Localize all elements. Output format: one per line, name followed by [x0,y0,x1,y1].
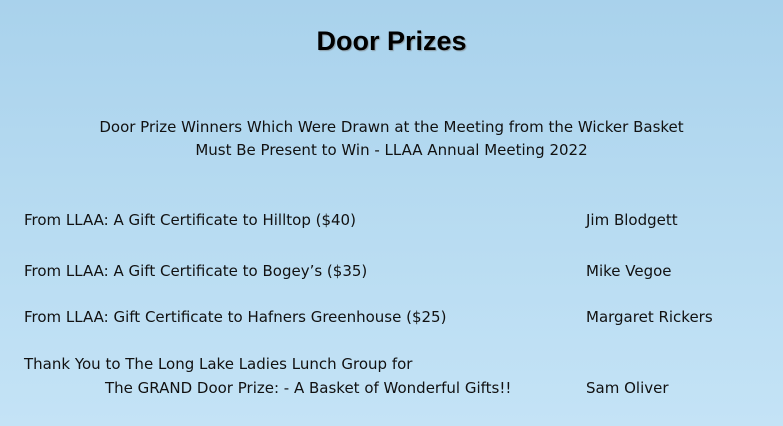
prize-winner: Jim Blodgett [586,211,678,229]
grand-prize-description: The GRAND Door Prize: - A Basket of Wonderful Gifts!! [105,379,512,397]
subtitle-line-2: Must Be Present to Win - LLAA Annual Meeting 2022 [195,141,588,159]
prize-row [0,308,783,330]
prize-row [0,211,783,233]
grand-prize-winner: Sam Oliver [586,379,669,397]
prize-winner: Mike Vegoe [586,262,672,280]
prize-description: From LLAA: A Gift Certificate to Hilltop ($40) [24,211,356,229]
page-title: Door Prizes [316,26,467,56]
prize-winner: Margaret Rickers [586,308,713,326]
grand-prize-thanks: Thank You to The Long Lake Ladies Lunch Group for [24,355,413,373]
prize-description: From LLAA: Gift Certificate to Hafners Greenhouse ($25) [24,308,447,326]
subtitle-line-1: Door Prize Winners Which Were Drawn at the Meeting from the Wicker Basket [99,118,684,136]
prize-description: From LLAA: A Gift Certificate to Bogey’s ($35) [24,262,368,280]
prize-row [0,262,783,284]
